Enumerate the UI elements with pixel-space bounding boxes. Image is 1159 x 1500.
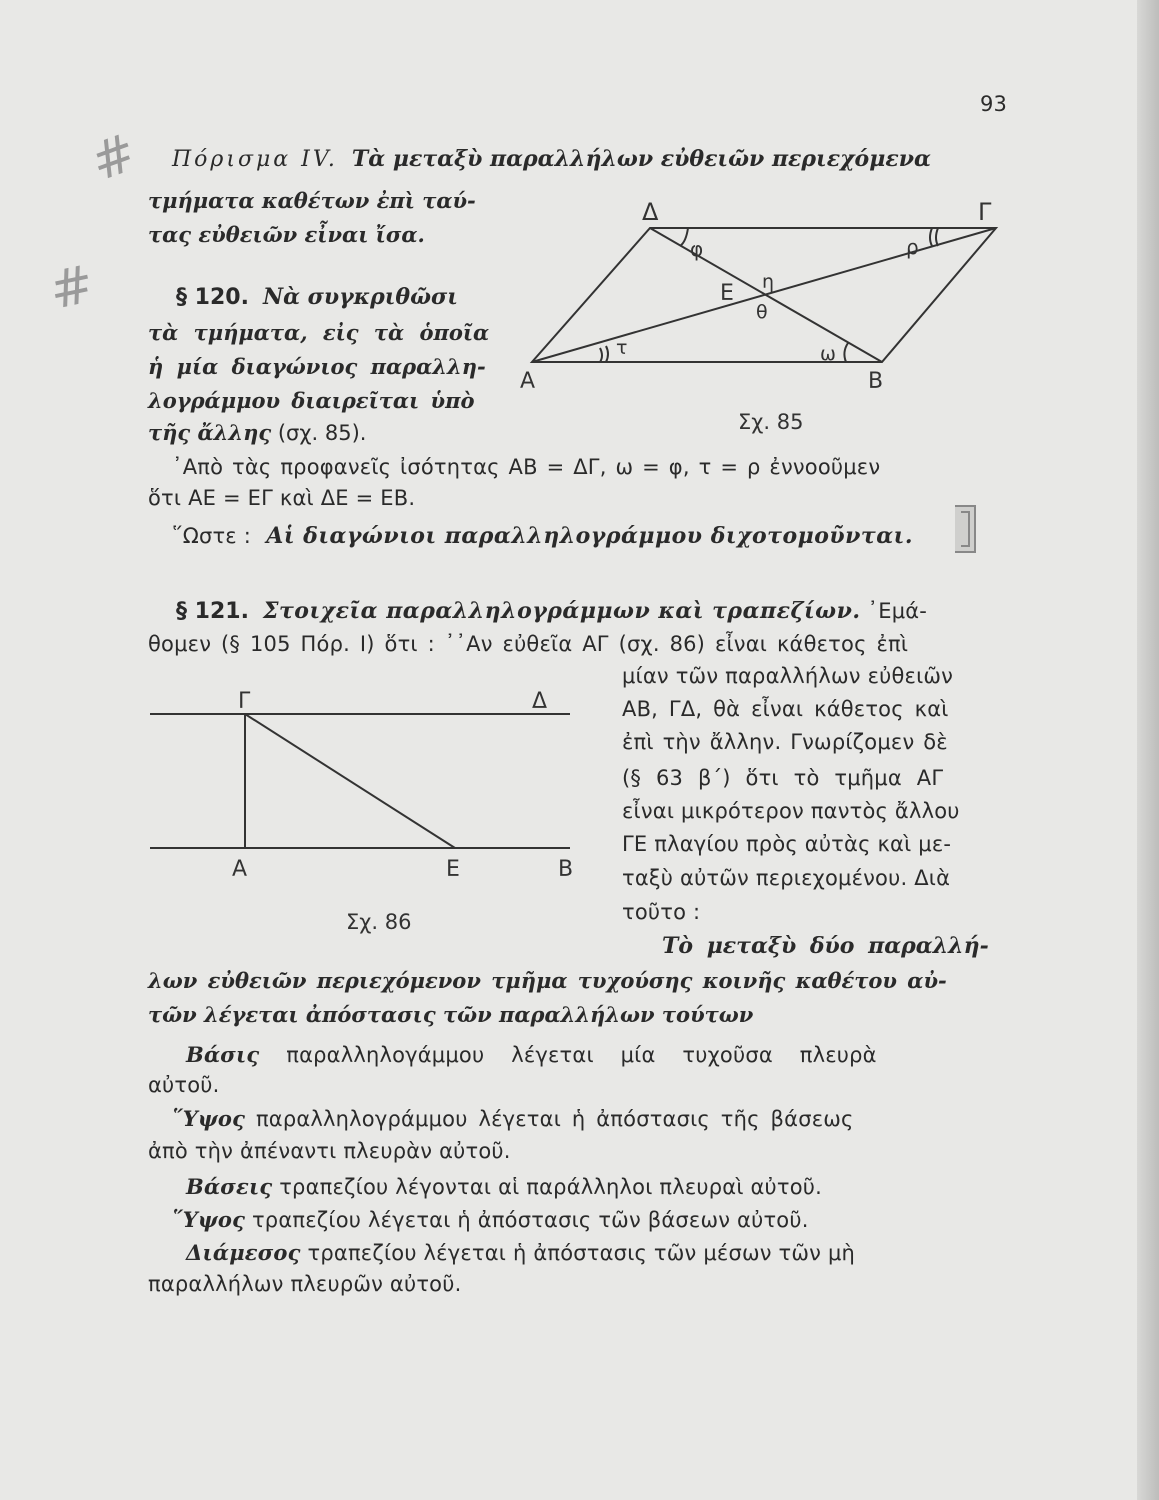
angle-mark-phi <box>680 228 688 246</box>
definition-1-cont: αὐτοῦ. <box>148 1073 220 1097</box>
s121-r8: τοῦτο : <box>622 900 701 924</box>
definition-3-term: Βάσεις <box>186 1174 273 1199</box>
porisma-label: Πόρισμα IV. <box>172 147 338 172</box>
s121-def-2: λων εὐθειῶν περιεχόμενον τμῆμα τυχούσης κοινῆς καθέτου αὐ- <box>148 968 947 993</box>
angle-mark-tau-2 <box>606 346 608 362</box>
s120-line-2: τὰ τμήματα, εἰς τὰ ὁποῖα <box>148 320 490 345</box>
porisma-text-3: τας εὐθειῶν εἶναι ἴσα. <box>148 222 425 247</box>
s120-line-4: λογράμμου διαιρεῖται ὑπὸ <box>148 388 475 413</box>
s120-line-5-italic: τῆς ἄλλης <box>148 420 272 445</box>
fig85-label-E: Ε <box>720 281 734 306</box>
s121-r4: (§ 63 β΄) ὅτι τὸ τμῆμα ΑΓ <box>622 766 944 790</box>
s120-line-5 <box>148 420 366 445</box>
definition-4-term: ῞Υψος <box>172 1207 246 1232</box>
definition-3 <box>186 1174 822 1199</box>
s120-heading <box>176 284 458 310</box>
s121-def-1: Τὸ μεταξὺ δύο παραλλή- <box>662 933 989 959</box>
page-number: 93 <box>980 92 1008 116</box>
definition-5-cont: παραλλήλων πλευρῶν αὐτοῦ. <box>148 1272 462 1296</box>
s120-conclusion <box>172 523 913 549</box>
s121-def-3: τῶν λέγεται ἀπόστασις τῶν παραλλήλων τούτων <box>148 1002 754 1027</box>
fig85-caption: Σχ. 85 <box>738 410 804 434</box>
angle-mark-omega <box>844 343 848 362</box>
s121-heading <box>176 598 927 624</box>
fig85-label-B: Β <box>868 369 884 394</box>
fig85-label-theta: θ <box>756 301 768 323</box>
pencil-mark-1: # <box>83 122 145 194</box>
s120-line-1: Νὰ συγκριθῶσι <box>262 284 458 310</box>
diagonal-AG <box>532 228 996 362</box>
s121-r1: μίαν τῶν παραλλήλων εὐθειῶν <box>622 664 954 688</box>
definition-1 <box>186 1042 877 1067</box>
fig86-label-B: Β <box>558 857 574 882</box>
s121-r6: ΓΕ πλαγίου πρὸς αὐτὰς καὶ με- <box>622 832 952 856</box>
definition-5 <box>186 1240 855 1265</box>
s121-r2: ΑΒ, ΓΔ, θὰ εἶναι κάθετος καὶ <box>622 697 949 721</box>
s120-number: § 120. <box>176 285 249 310</box>
fig85-label-phi: φ <box>690 237 704 261</box>
definition-4 <box>172 1207 809 1232</box>
porisma-text-2: τμήματα καθέτων ἐπὶ ταύ- <box>148 188 476 213</box>
s121-number: § 121. <box>176 599 249 624</box>
angle-mark-rho-2 <box>936 228 938 246</box>
s121-title: Στοιχεῖα παραλληλογράμμων καὶ τραπεζίων. <box>262 598 861 624</box>
pencil-mark-2: # <box>44 254 100 322</box>
angle-mark-tau-1 <box>600 348 602 362</box>
fig85-label-omega: ω <box>820 343 836 365</box>
definition-5-term: Διάμεσος <box>186 1240 301 1265</box>
fig85-label-rho: ρ <box>906 235 919 259</box>
fig85-label-D: Δ <box>642 198 659 226</box>
angle-mark-rho-1 <box>930 228 932 246</box>
definition-2-cont: ἀπὸ τὴν ἀπέναντι πλευρὰν αὐτοῦ. <box>148 1139 511 1163</box>
figure-85 <box>500 190 1010 440</box>
s121-r5: εἶναι μικρότερον παντὸς ἄλλου <box>622 799 960 823</box>
definition-3-text: τραπεζίου λέγονται αἱ παράλληλοι πλευραὶ αὐτοῦ. <box>279 1175 823 1199</box>
fig86-caption: Σχ. 86 <box>346 910 412 934</box>
definition-2-text: παραλληλογράμμου λέγεται ἡ ἀπόστασις τῆς βάσεως <box>255 1107 854 1131</box>
page-edge-shadow <box>1137 0 1159 1500</box>
fig86-label-D: Δ <box>532 689 548 714</box>
s121-r3: ἐπὶ τὴν ἄλλην. Γνωρίζομεν δὲ <box>622 730 948 754</box>
definition-1-text: παραλληλογάμμου λέγεται μία τυχοῦσα πλευρὰ <box>286 1043 877 1067</box>
definition-5-text: τραπεζίου λέγεται ἡ ἀπόστασις τῶν μέσων τῶν μὴ <box>307 1241 856 1265</box>
definition-2 <box>172 1106 854 1131</box>
s120-body-2: ὅτι ΑΕ = ΕΓ καὶ ΔΕ = ΕΒ. <box>148 486 416 510</box>
fig85-label-tau: τ <box>616 337 628 359</box>
bracket-mark <box>945 500 985 560</box>
s120-line-3: ἡ μία διαγώνιος παραλλη- <box>148 354 486 379</box>
s120-body-1: ᾿Απὸ τὰς προφανεῖς ἰσότητας ΑΒ = ΔΓ, ω = φ, τ = ρ ἐννοοῦμεν <box>172 455 881 479</box>
porisma-line-1 <box>172 146 931 172</box>
s121-line-1-end: ᾿Εμά- <box>867 599 928 623</box>
definition-1-term: Βάσις <box>186 1042 260 1067</box>
s121-line-2: θομεν (§ 105 Πόρ. Ι) ὅτι : ᾿᾿Αν εὐθεῖα ΑΓ (σχ. 86) εἶναι κάθετος ἐπὶ <box>148 632 909 656</box>
definition-4-text: τραπεζίου λέγεται ἡ ἀπόστασις τῶν βάσεων αὐτοῦ. <box>251 1208 809 1232</box>
conclusion-text: Αἱ διαγώνιοι παραλληλογράμμου διχοτομοῦνται. <box>266 523 913 549</box>
fig85-label-G: Γ <box>978 198 992 226</box>
segment-GE <box>245 714 455 848</box>
fig86-label-A: Α <box>232 857 248 882</box>
figure-86 <box>150 686 590 886</box>
fig85-label-eta: η <box>762 271 775 293</box>
s121-r7: ταξὺ αὐτῶν περιεχομένου. Διὰ <box>622 866 951 890</box>
definition-2-term: ῞Υψος <box>172 1106 246 1131</box>
fig86-label-E: Ε <box>446 857 460 882</box>
fig86-label-G: Γ <box>238 689 251 714</box>
s120-line-5-ref: (σχ. 85). <box>277 421 367 445</box>
hoste-label: ῞Ωστε : <box>172 524 252 548</box>
porisma-text-1: Τὰ μεταξὺ παραλλήλων εὐθειῶν περιεχόμενα <box>351 146 931 172</box>
fig85-label-A: Α <box>520 369 536 394</box>
diagonal-DB <box>650 228 882 362</box>
